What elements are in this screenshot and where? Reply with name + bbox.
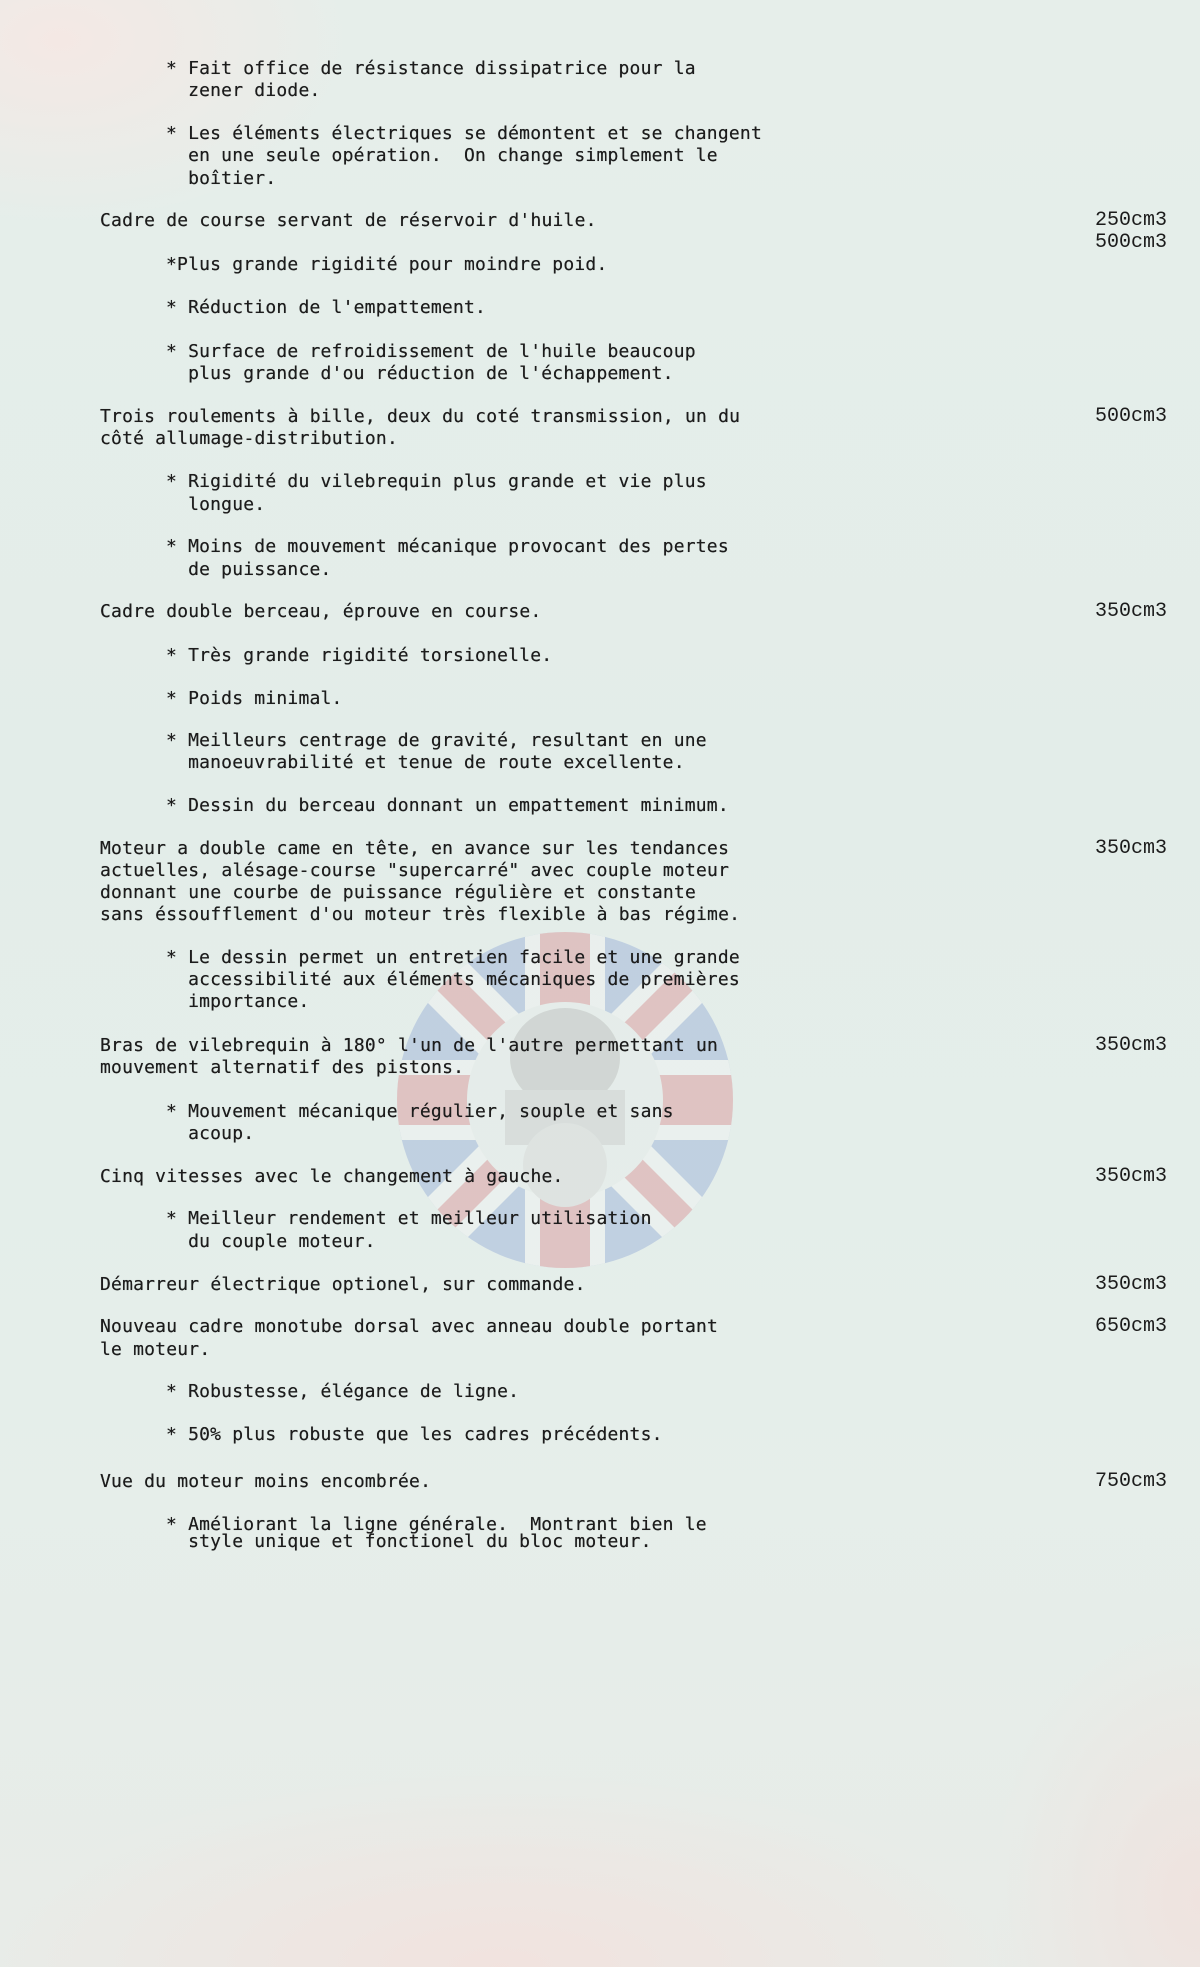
bullet-line: du couple moteur. (166, 1231, 376, 1252)
bullet-line: * Très grande rigidité torsionelle. (166, 645, 553, 666)
capacity-label: 500cm3 (1094, 231, 1167, 254)
bullet-line: plus grande d'ou réduction de l'échappement. (166, 363, 674, 384)
bullet-line: style unique et fonctionel du bloc moteur. (166, 1531, 652, 1552)
bullet-line: *Plus grande rigidité pour moindre poid. (166, 254, 608, 275)
bullet-line: zener diode. (166, 80, 321, 101)
bullet-line: * Rigidité du vilebrequin plus grande et vie plus (166, 471, 707, 492)
bullet-line: * Meilleur rendement et meilleur utilisation (166, 1208, 652, 1229)
feature-line: donnant une courbe de puissance régulière et constante (100, 882, 696, 903)
feature-line: Cadre double berceau, éprouve en course. (100, 601, 542, 622)
bullet-line: en une seule opération. On change simplement le (166, 145, 718, 166)
bullet-line: * Meilleurs centrage de gravité, resultant en une (166, 730, 707, 751)
feature-line: côté allumage-distribution. (100, 428, 398, 449)
feature-line: Bras de vilebrequin à 180° l'un de l'autre permettant un (100, 1035, 719, 1056)
capacity-label: 350cm3 (1094, 1273, 1167, 1296)
bullet-line: importance. (166, 991, 310, 1012)
bullet-line: * Le dessin permet un entretien facile et une grande (166, 947, 740, 968)
bullet-line: * Robustesse, élégance de ligne. (166, 1381, 520, 1402)
bullet-line: de puissance. (166, 559, 332, 580)
bullet-line: * Mouvement mécanique régulier, souple et sans (166, 1101, 674, 1122)
feature-line: sans éssoufflement d'ou moteur très flexible à bas régime. (100, 904, 741, 925)
capacity-label: 350cm3 (1094, 1165, 1167, 1188)
bullet-line: boîtier. (166, 168, 277, 189)
feature-line: mouvement alternatif des pistons. (100, 1057, 465, 1078)
bullet-line: manoeuvrabilité et tenue de route excellente. (166, 752, 685, 773)
bullet-line: * Les éléments électriques se démontent et se changent (166, 123, 762, 144)
feature-line: Démarreur électrique optionel, sur commande. (100, 1274, 586, 1295)
bullet-line: * Moins de mouvement mécanique provocant des pertes (166, 536, 729, 557)
bullet-line: * Dessin du berceau donnant un empattement minimum. (166, 795, 729, 816)
feature-line: Vue du moteur moins encombrée. (100, 1471, 432, 1492)
bullet-line: * Surface de refroidissement de l'huile beaucoup (166, 341, 696, 362)
capacity-label: 350cm3 (1094, 1034, 1167, 1057)
capacity-label: 250cm3 (1094, 209, 1167, 232)
bullet-line: * Réduction de l'empattement. (166, 297, 487, 318)
bullet-line: * Fait office de résistance dissipatrice pour la (166, 58, 696, 79)
bullet-line: * 50% plus robuste que les cadres précédents. (166, 1424, 663, 1445)
feature-line: le moteur. (100, 1339, 211, 1360)
feature-line: Nouveau cadre monotube dorsal avec anneau double portant (100, 1316, 719, 1337)
feature-line: Trois roulements à bille, deux du coté transmission, un du (100, 406, 741, 427)
bullet-line: longue. (166, 494, 266, 515)
capacity-label: 650cm3 (1094, 1315, 1167, 1338)
capacity-label: 350cm3 (1094, 837, 1167, 860)
feature-line: Moteur a double came en tête, en avance sur les tendances (100, 838, 730, 859)
bullet-line: * Améliorant la ligne générale. Montrant bien le (166, 1514, 707, 1535)
bullet-line: accessibilité aux éléments mécaniques de premières (166, 969, 740, 990)
capacity-label: 350cm3 (1094, 600, 1167, 623)
feature-line: Cadre de course servant de réservoir d'huile. (100, 210, 597, 231)
feature-line: Cinq vitesses avec le changement à gauche. (100, 1166, 564, 1187)
capacity-label: 500cm3 (1094, 405, 1167, 428)
capacity-label: 750cm3 (1094, 1470, 1167, 1493)
bullet-line: acoup. (166, 1123, 255, 1144)
feature-line: actuelles, alésage-course "supercarré" avec couple moteur (100, 860, 730, 881)
bullet-line: * Poids minimal. (166, 688, 343, 709)
